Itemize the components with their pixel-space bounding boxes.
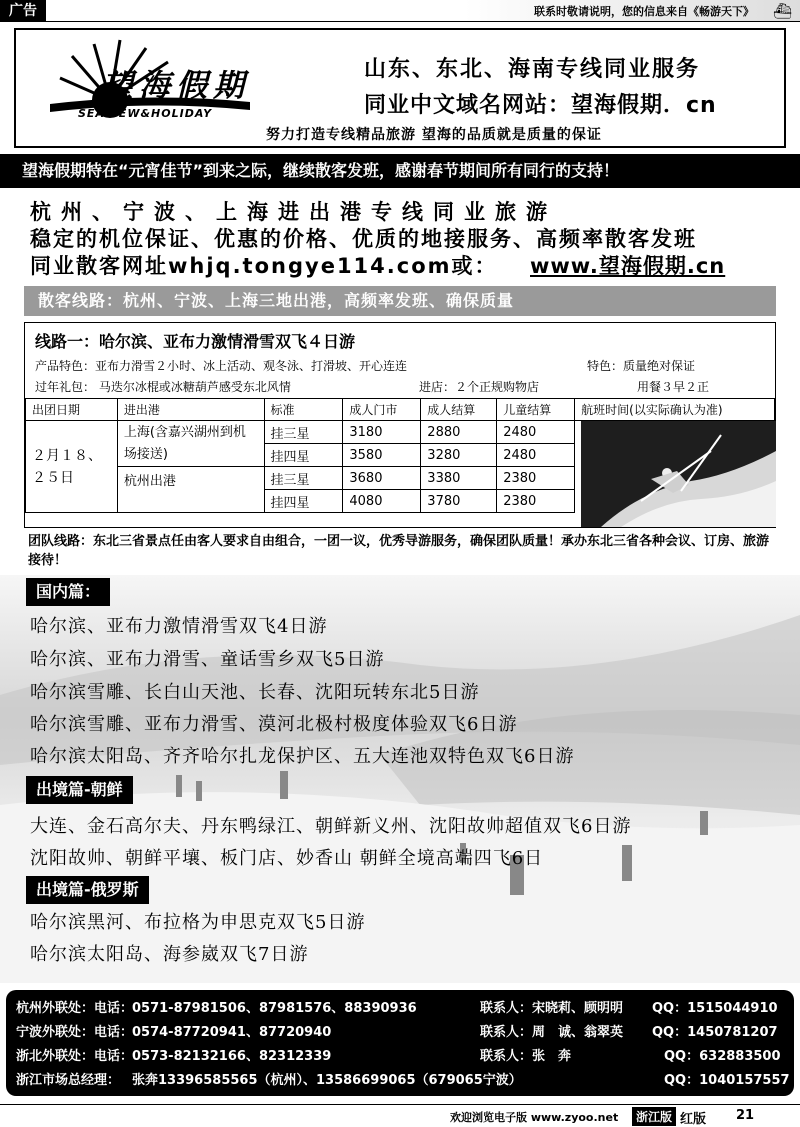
meal-note: 用餐３早２正 bbox=[637, 380, 710, 394]
contact-qq: QQ：1450781207 bbox=[652, 1025, 778, 1040]
footer-website[interactable]: 欢迎浏览电子版 www.zyoo.net bbox=[450, 1111, 619, 1124]
contact-phone: 0571-87981506、87981576、88390936 bbox=[132, 1001, 417, 1016]
contact-person: 联系人：宋晓莉、顾明明 bbox=[480, 1001, 624, 1016]
contact-phone: 0574-87720941、87720940 bbox=[132, 1025, 332, 1040]
shop-note: 进店：２个正规购物店 bbox=[419, 380, 540, 394]
russia-item-1: 哈尔滨黑河、布拉格为申思克双飞5日游 bbox=[30, 912, 366, 933]
header-date: 出团日期 bbox=[26, 399, 118, 421]
website-link[interactable]: www.望海假期.cn bbox=[530, 254, 726, 278]
header-port: 进出港 bbox=[117, 399, 264, 421]
quality-note: 特色：质量绝对保证 bbox=[587, 359, 696, 373]
announcement-banner: 望海假期特在“元宵佳节”到来之际，继续散客发班，感谢春节期间所有同行的支持！ bbox=[0, 154, 800, 188]
russia-section-tag: 出境篇-俄罗斯 bbox=[26, 876, 149, 904]
cell-retail: 3580 bbox=[343, 444, 421, 467]
ship-icon: ⛴ bbox=[772, 2, 792, 20]
domain-headline: 同业中文域名网站：望海假期．cn bbox=[364, 93, 717, 118]
contact-person: 联系人：周 诚、翁翠英 bbox=[480, 1025, 624, 1040]
cell-retail: 3180 bbox=[343, 421, 421, 444]
ad-tag: 广告 bbox=[0, 0, 46, 22]
domestic-item-2: 哈尔滨、亚布力滑雪、童话雪乡双飞5日游 bbox=[30, 649, 385, 670]
header-flight-time: 航班时间(以实际确认为准) bbox=[575, 399, 775, 421]
cell-standard: 挂四星 bbox=[264, 444, 343, 467]
contact-row bbox=[16, 1069, 792, 1091]
page-number: 21 bbox=[736, 1108, 755, 1123]
skier-photo bbox=[581, 421, 776, 527]
korea-section-tag: 出境篇-朝鲜 bbox=[26, 776, 133, 804]
contact-block bbox=[6, 990, 794, 1096]
contact-phone: 0573-82132166、82312339 bbox=[132, 1049, 332, 1064]
cell-child: 2480 bbox=[497, 421, 575, 444]
header-adult-retail: 成人门市 bbox=[343, 399, 421, 421]
route-title: 线路一：哈尔滨、亚布力激情滑雪双飞４日游 bbox=[35, 332, 356, 351]
cell-child: 2480 bbox=[497, 444, 575, 467]
cell-retail: 3680 bbox=[343, 467, 421, 490]
promo-line-3 bbox=[30, 250, 726, 280]
cell-child: 2380 bbox=[497, 490, 575, 513]
contact-row bbox=[16, 1021, 792, 1043]
contact-qq: QQ：1040157557 bbox=[664, 1073, 790, 1088]
russia-item-2: 哈尔滨太阳岛、海参崴双飞7日游 bbox=[30, 944, 309, 965]
domestic-item-5: 哈尔滨太阳岛、齐齐哈尔扎龙保护区、五大连池双特色双飞6日游 bbox=[30, 746, 575, 767]
contact-qq: QQ：1515044910 bbox=[652, 1001, 778, 1016]
departure-dates: ２月１８、 ２５日 bbox=[26, 421, 118, 513]
domestic-item-4: 哈尔滨雪雕、亚布力滑雪、漠河北极村极度体验双飞6日游 bbox=[30, 714, 518, 735]
route-one-box bbox=[24, 322, 776, 528]
korea-item-2: 沈阳故帅、朝鲜平壤、板门店、妙香山 朝鲜全境高端四飞6日 bbox=[30, 848, 544, 869]
domestic-item-1: 哈尔滨、亚布力激情滑雪双飞4日游 bbox=[30, 616, 328, 637]
cell-settle: 3280 bbox=[421, 444, 497, 467]
cell-standard: 挂三星 bbox=[264, 421, 343, 444]
contact-office: 宁波外联处：电话： bbox=[16, 1025, 134, 1040]
header-standard: 标准 bbox=[264, 399, 343, 421]
cell-retail: 4080 bbox=[343, 490, 421, 513]
gift-pack: 过年礼包： 马迭尔冰棍或冰糖葫芦感受东北风情 bbox=[35, 380, 291, 394]
contact-phone: 张奔13396585565（杭州）、13586699065（679065宁波） bbox=[132, 1073, 522, 1088]
slogan: 努力打造专线精品旅游 望海的品质就是质量的保证 bbox=[266, 127, 602, 143]
korea-item-1: 大连、金石高尔夫、丹东鸭绿江、朝鲜新义州、沈阳故帅超值双飞6日游 bbox=[30, 816, 632, 837]
contact-person: 联系人：张 奔 bbox=[480, 1049, 572, 1064]
cell-settle: 3780 bbox=[421, 490, 497, 513]
cell-settle: 2880 bbox=[421, 421, 497, 444]
service-headline: 山东、东北、海南专线同业服务 bbox=[364, 57, 701, 82]
promo-line-1: 杭州、宁波、上海进出港专线同业旅游 bbox=[30, 200, 557, 224]
page-footer bbox=[0, 1104, 800, 1127]
logo-english: SEAVIEW&HOLIDAY bbox=[78, 107, 213, 120]
edition-name: 红版 bbox=[680, 1112, 707, 1127]
logo-chinese: 望海假期 bbox=[102, 68, 250, 104]
port-hangzhou: 杭州出港 bbox=[117, 467, 264, 513]
cell-settle: 3380 bbox=[421, 467, 497, 490]
company-header bbox=[14, 28, 786, 148]
product-features: 产品特色：亚布力滑雪２小时、冰上活动、观冬泳、打滑坡、开心连连 bbox=[35, 359, 408, 373]
port-shanghai: 上海(含嘉兴湖州到机场接送) bbox=[117, 421, 264, 467]
cell-child: 2380 bbox=[497, 467, 575, 490]
cell-standard: 挂四星 bbox=[264, 490, 343, 513]
domestic-item-3: 哈尔滨雪雕、长白山天池、长春、沈阳玩转东北5日游 bbox=[30, 682, 480, 703]
website-text: 同业散客网址whjq.tongye114.com或： bbox=[30, 254, 498, 278]
top-bar bbox=[0, 0, 800, 22]
header-adult-settle: 成人结算 bbox=[421, 399, 497, 421]
contact-office: 杭州外联处：电话： bbox=[16, 1001, 134, 1016]
cell-standard: 挂三星 bbox=[264, 467, 343, 490]
domestic-section-tag: 国内篇： bbox=[26, 578, 110, 606]
source-note: 联系时敬请说明，您的信息来自《畅游天下》 bbox=[534, 5, 754, 18]
contact-row bbox=[16, 1045, 792, 1067]
contact-row bbox=[16, 997, 792, 1019]
contact-office: 浙江市场总经理： bbox=[16, 1073, 121, 1088]
routes-bar: 散客线路：杭州、宁波、上海三地出港，高频率发班、确保质量 bbox=[24, 286, 776, 316]
edition-tag: 浙江版 bbox=[632, 1107, 676, 1126]
table-header-row bbox=[26, 399, 775, 421]
contact-office: 浙北外联处：电话： bbox=[16, 1049, 134, 1064]
header-child-settle: 儿童结算 bbox=[497, 399, 575, 421]
promo-line-2: 稳定的机位保证、优惠的价格、优质的地接服务、高频率散客发班 bbox=[30, 227, 697, 251]
contact-qq: QQ：632883500 bbox=[664, 1049, 781, 1064]
team-routes-note: 团队线路：东北三省景点任由客人要求自由组合，一团一议，优秀导游服务，确保团队质量！承办东北三省各种会议、订房、旅游接待！ bbox=[28, 534, 770, 568]
